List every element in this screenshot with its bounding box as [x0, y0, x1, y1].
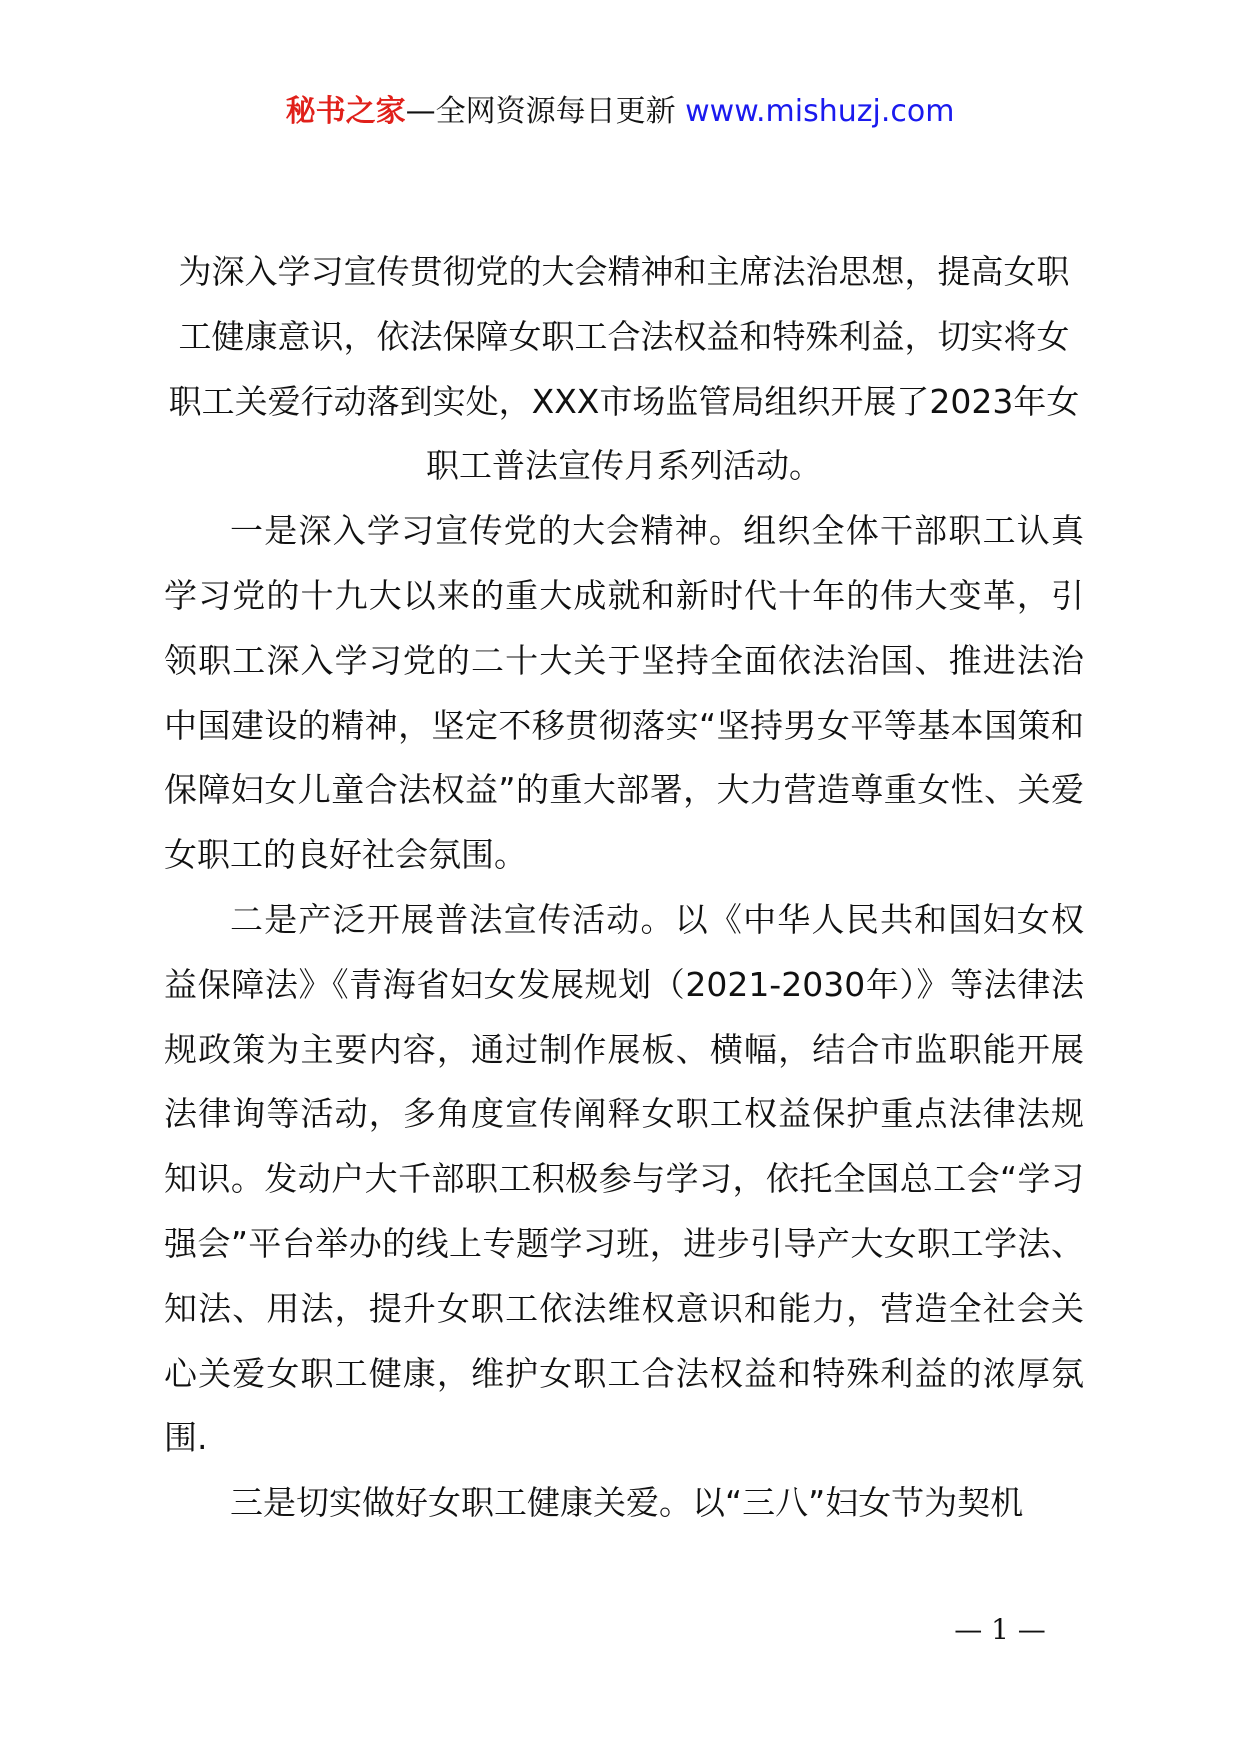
site-url-link[interactable]: www.mishuzj.com: [685, 94, 955, 129]
intro-paragraph: 为深入学习宣传贯彻党的大会精神和主席法治思想，提高女职工健康意识，依法保障女职工合法权益和特殊利益，切实将女职工关爱行动落到实处，XXX市场监管局组织开展了2023年女职工普法宣传月系列活动。: [168, 252, 1080, 486]
site-slogan: —全网资源每日更新: [405, 94, 676, 129]
page-number: — 1 —: [954, 1613, 1046, 1646]
site-header: [0, 92, 1240, 132]
body-paragraph-3: 三是切实做好女职工健康关爱。以“三八”妇女节为契机: [230, 1483, 1024, 1523]
site-brand: 秘书之家: [285, 94, 406, 129]
body-paragraph-1: 一是深入学习宣传党的大会精神。组织全体干部职工认真学习党的十九大以来的重大成就和新时代十年的伟大变革，引领职工深入学习党的二十大关于坚持全面依法治国、推进法治中国建设的精神，坚定不移贯彻落实“坚持男女平等基本国策和保障妇女儿童合法权益”的重大部署，大力营造尊重女性、关爱女职工的良好社会氛围。: [164, 511, 1084, 875]
document-body: [164, 240, 1084, 1536]
body-paragraph-2: 二是产泛开展普法宣传活动。以《中华人民共和国妇女权益保障法》《青海省妇女发展规划（2021-2030年）》等法律法规政策为主要内容，通过制作展板、横幅，结合市监职能开展法律询等活动，多角度宣传阐释女职工权益保护重点法律法规知识。发动户大千部职工积极参与学习，依托全国总工会“学习强会”平台举办的线上专题学习班，进步引导产大女职工学法、知法、用法，提升女职工依法维权意识和能力，营造全社会关心关爱女职工健康，维护女职工合法权益和特殊利益的浓厚氛围.: [164, 899, 1084, 1458]
